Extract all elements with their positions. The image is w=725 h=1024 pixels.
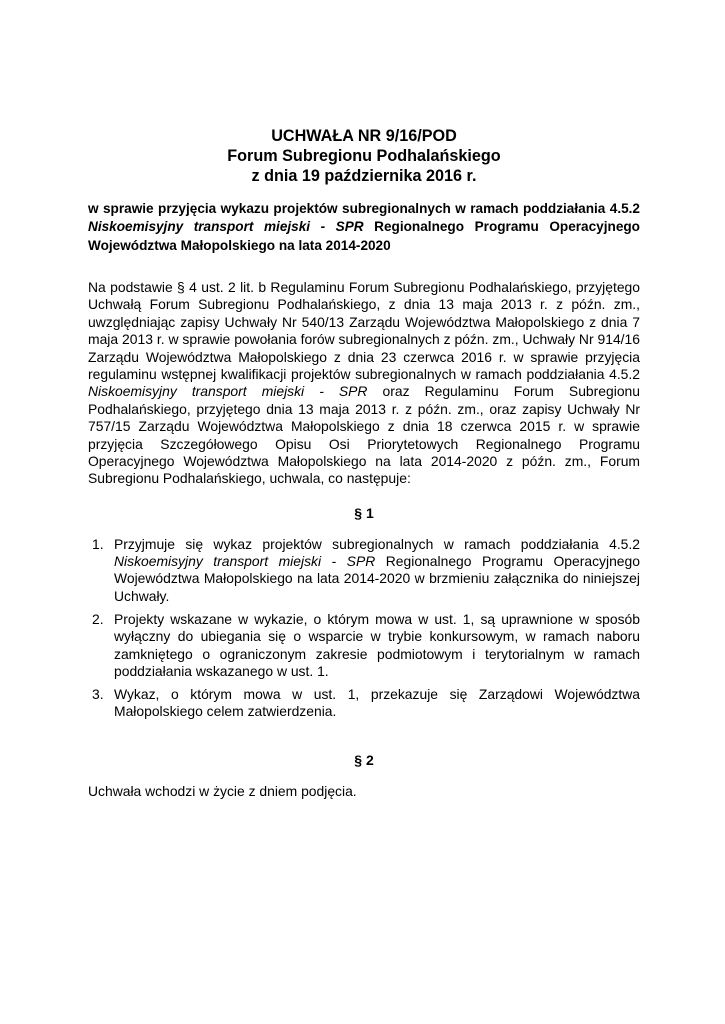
document-page xyxy=(88,126,640,800)
list-item-number: 1. xyxy=(92,535,104,552)
document-header xyxy=(88,126,640,186)
section-1-mark: § 1 xyxy=(354,504,374,521)
resolution-date: z dnia 19 października 2016 r. xyxy=(251,167,477,185)
section-1-list xyxy=(88,536,640,721)
text-run: Regionalnego Programu Operacyjnego Województwa Małopolskiego na lata 2014-2020 xyxy=(88,219,640,253)
text-run: Projekty wskazane w wykazie, o którym mowa w ust. 1, są uprawnione w sposób wyłączny do ubiegania się o wsparcie w trybie konkursowym, w ramach naboru zamkniętego o ograniczonym zakresie podmiotowym i terytorialnym w ramach poddziałania wskazanego w ust. 1. xyxy=(114,610,640,679)
text-run: Regionalnego Programu Operacyjnego Województwa Małopolskiego na lata 2014-2020 w brzmieniu załącznika do niniejszej Uchwały. xyxy=(114,553,640,604)
effective-clause: Uchwała wchodzi w życie z dniem podjęcia. xyxy=(88,782,357,799)
text-run: Na podstawie § 4 ust. 2 lit. b Regulaminu Forum Subregionu Podhalańskiego, przyjętego Uchwałą Forum Subregionu Podhalańskiego, z dnia 13 maja 2013 r. z późn. zm., uwzględniając zapisy Uchwały Nr 540/13 Zarządu Województwa Małopolskiego z dnia 7 maja 2013 r. w sprawie powołania forów subregionalnych z późn. zm., Uchwały Nr 914/16 Zarządu Województwa Małopolskiego z dnia 23 czerwca 2016 r. w sprawie przyjęcia regulaminu wstępnej kwalifikacji projektów subregionalnych w ramach poddziałania 4.5.2 xyxy=(88,278,640,382)
legal-basis-paragraph xyxy=(88,279,640,488)
italic-text-run: Niskoemisyjny transport miejski - SPR xyxy=(114,553,376,570)
list-item xyxy=(88,686,640,721)
list-item-text xyxy=(114,536,640,604)
resolution-number: UCHWAŁA NR 9/16/POD xyxy=(271,127,457,145)
list-item-number: 3. xyxy=(92,686,104,703)
italic-text-run: Niskoemisyjny transport miejski - SPR xyxy=(88,383,368,400)
list-item-text xyxy=(114,611,640,679)
text-run: oraz Regulaminu Forum Subregionu Podhalańskiego, przyjętego dnia 13 maja 2013 r. z późn. zm., oraz zapisy Uchwały Nr 757/15 Zarządu Województwa Małopolskiego z dnia 18 czerwca 2015 r. w sprawie przyjęcia Szczegółowego Opisu Osi Priorytetowych Regionalnego Programu Operacyjnego Województwa Małopolskiego na lata 2014-2020 z późn. zm., Forum Subregionu Podhalańskiego, uchwala, co następuje: xyxy=(88,383,640,487)
resolution-subject xyxy=(88,200,640,255)
list-item xyxy=(88,536,640,605)
list-item-text xyxy=(114,686,640,719)
list-item xyxy=(88,611,640,680)
text-run: w sprawie przyjęcia wykazu projektów subregionalnych w ramach poddziałania 4.5.2 xyxy=(88,201,640,216)
italic-text-run: Niskoemisyjny transport miejski - SPR xyxy=(88,219,364,235)
section-2-mark: § 2 xyxy=(354,751,374,768)
text-run: Przyjmuje się wykaz projektów subregionalnych w ramach poddziałania 4.5.2 xyxy=(114,535,640,552)
text-run: Wykaz, o którym mowa w ust. 1, przekazuje się Zarządowi Województwa Małopolskiego celem zatwierdzenia. xyxy=(114,686,640,720)
issuing-body: Forum Subregionu Podhalańskiego xyxy=(227,147,501,165)
list-item-number: 2. xyxy=(92,610,104,627)
